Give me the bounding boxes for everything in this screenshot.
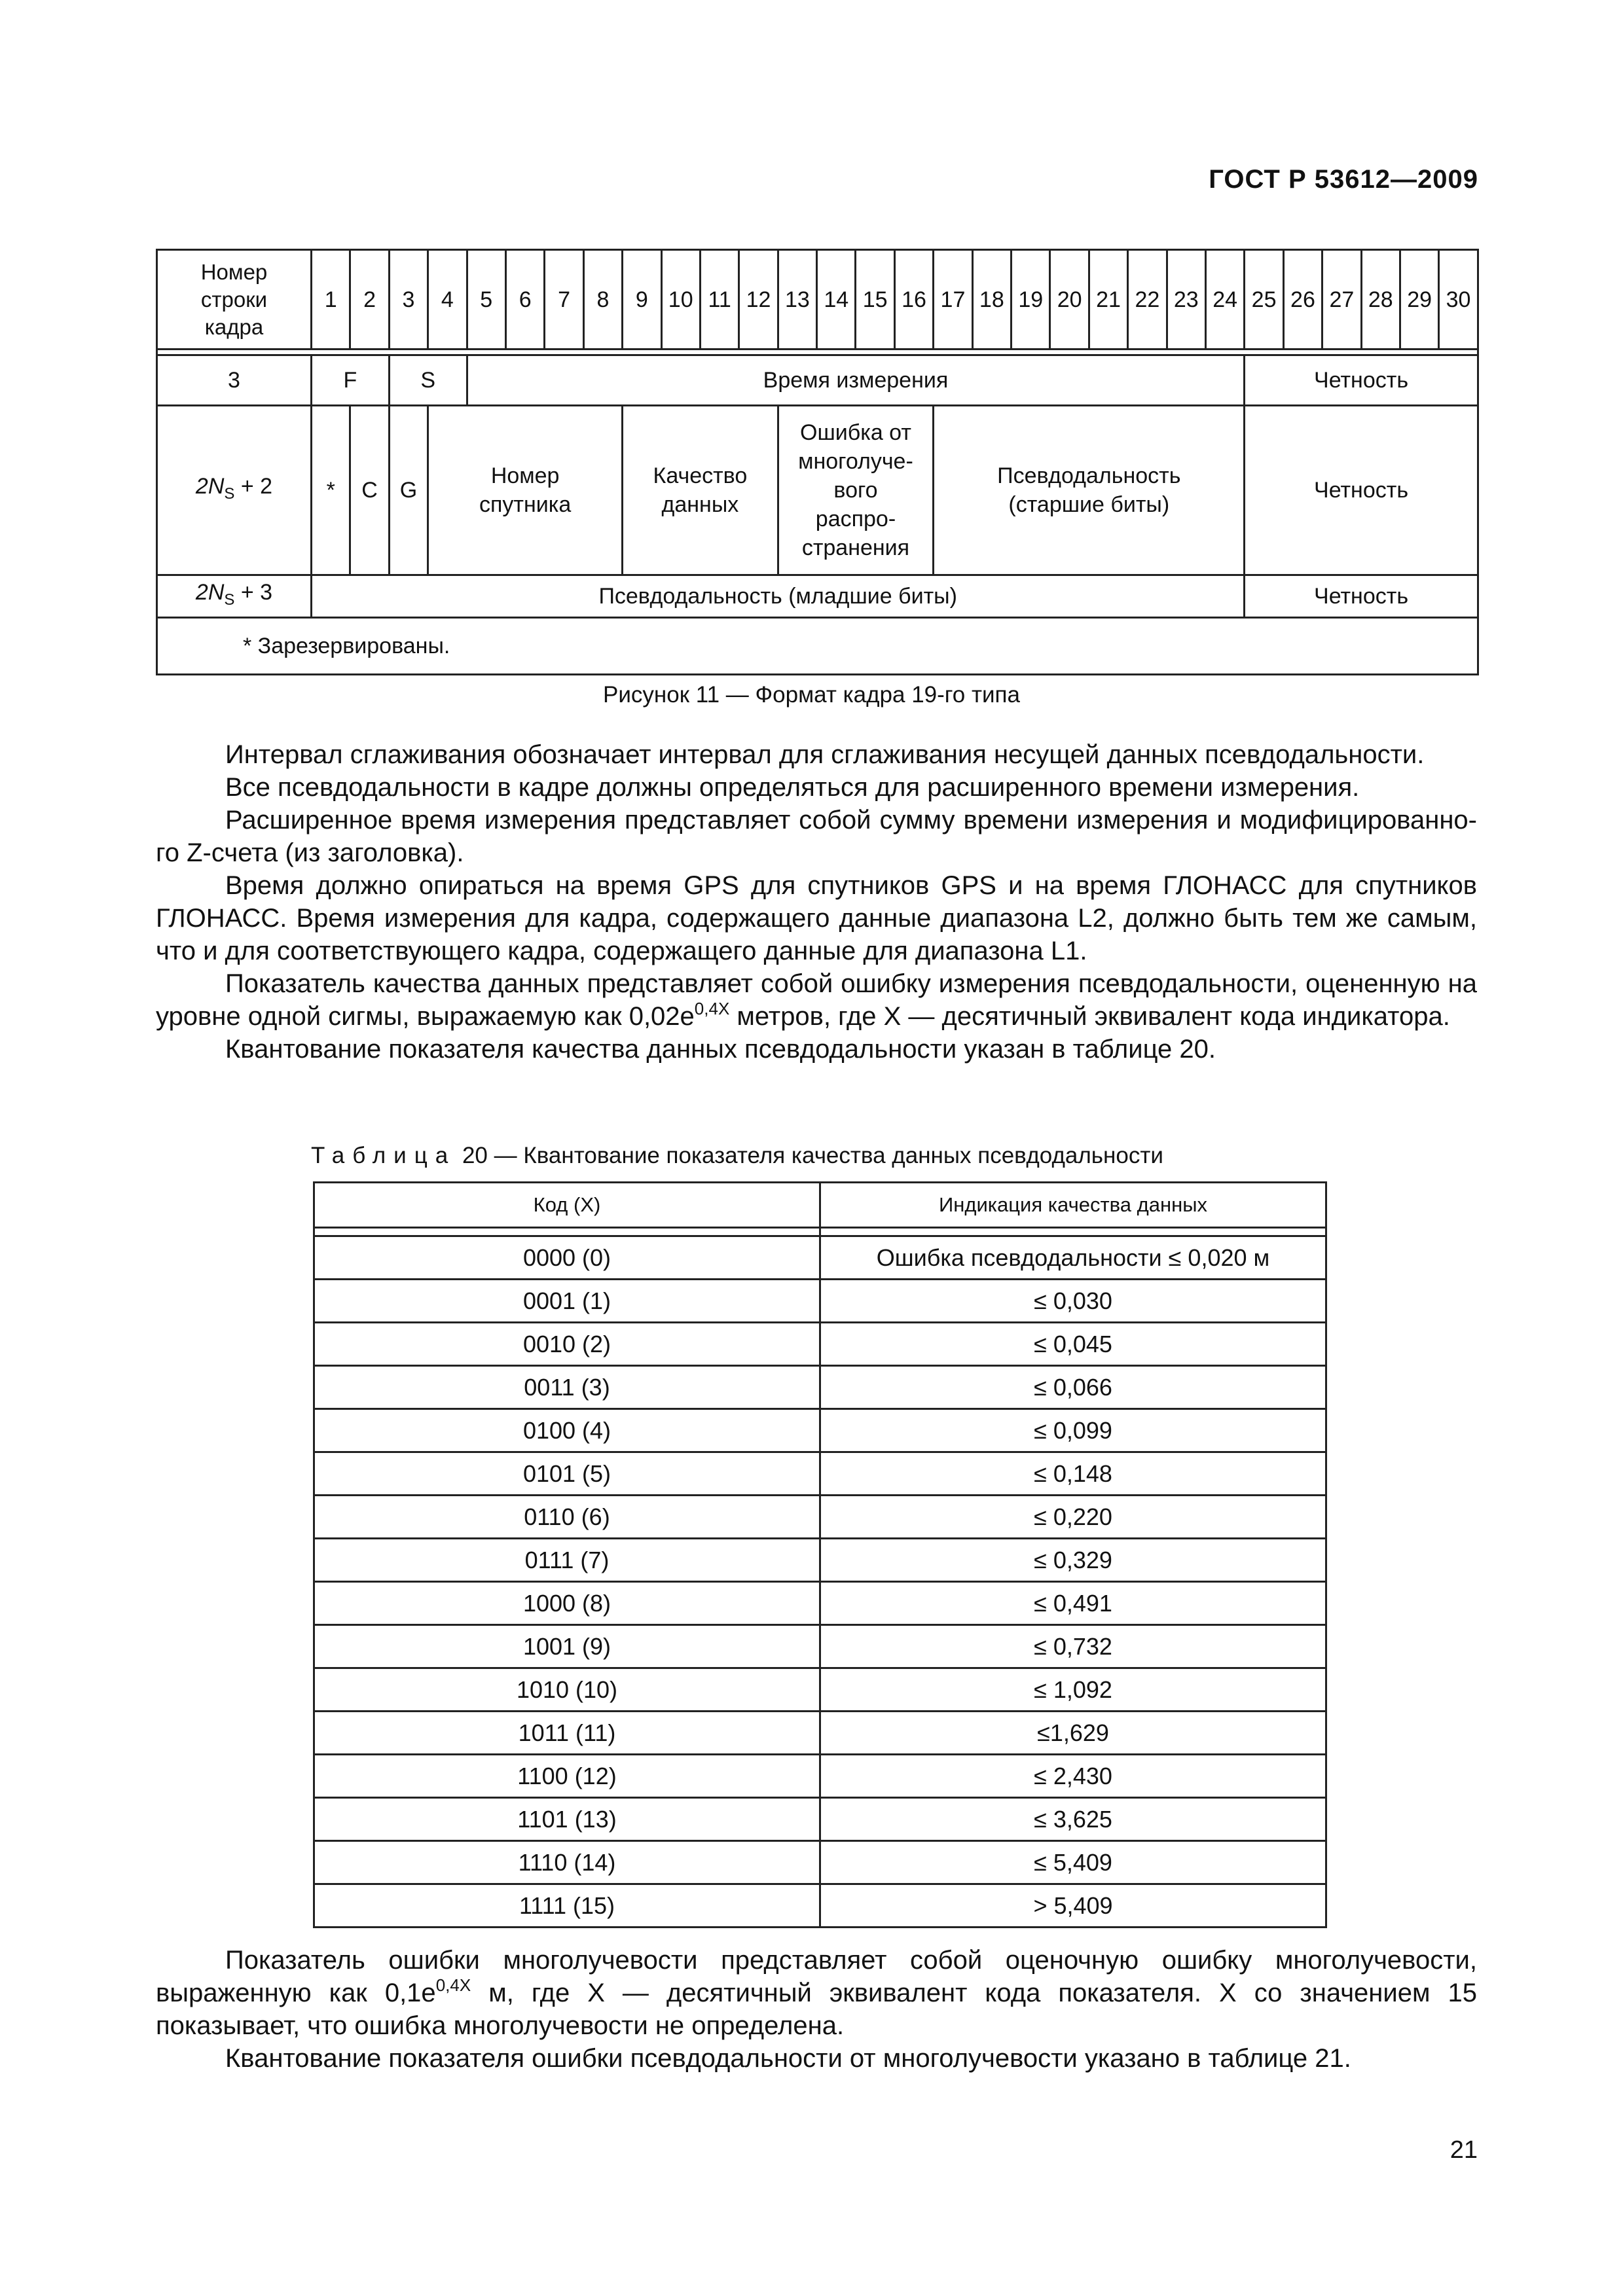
frame-row-2ns-plus-3 — [157, 575, 1478, 618]
table-row: 1100 (12) ≤ 2,430 — [314, 1755, 1326, 1798]
bit-number: 30 — [1439, 250, 1478, 350]
table-row: 1110 (14) ≤ 5,409 — [314, 1841, 1326, 1884]
field-reserved: * — [312, 406, 350, 575]
bit-number: 25 — [1245, 250, 1283, 350]
quality-quantization-table — [313, 1181, 1327, 1928]
bit-number: 8 — [583, 250, 622, 350]
bit-number: 10 — [661, 250, 700, 350]
bit-number: 3 — [389, 250, 428, 350]
page-number: 21 — [1450, 2136, 1478, 2164]
bit-number: 27 — [1322, 250, 1361, 350]
bit-number: 15 — [856, 250, 894, 350]
field-satellite-number: Номер спутника — [428, 406, 623, 575]
header-separator — [157, 350, 1478, 355]
table-row: 1101 (13) ≤ 3,625 — [314, 1798, 1326, 1841]
paragraph: Квантование показателя ошибки псевдодальности от многолучевости указано в таблице 21. — [225, 2044, 1351, 2073]
field-data-quality: Качество данных — [623, 406, 778, 575]
table-row: 0001 (1) ≤ 0,030 — [314, 1280, 1326, 1323]
frame-row-2ns-plus-2 — [157, 406, 1478, 575]
field-g: G — [389, 406, 428, 575]
bit-number: 13 — [778, 250, 816, 350]
bit-number: 4 — [428, 250, 467, 350]
header-separator — [314, 1228, 1326, 1236]
row-label: $2N_S + 2$ — [157, 406, 312, 575]
body-text-2 — [156, 1944, 1477, 2075]
table-row: 0111 (7) ≤ 0,329 — [314, 1539, 1326, 1582]
bit-number: 11 — [700, 250, 739, 350]
field-pseudorange-lsb: Псевдодальность (младшие биты) — [312, 575, 1245, 618]
bit-number: 9 — [623, 250, 661, 350]
table-row: 0011 (3) ≤ 0,066 — [314, 1366, 1326, 1409]
table-row: 0101 (5) ≤ 0,148 — [314, 1452, 1326, 1496]
row-label: $2N_S + 3$ — [157, 575, 312, 618]
bit-number: 6 — [505, 250, 544, 350]
table-row: 1011 (11) ≤1,629 — [314, 1712, 1326, 1755]
paragraph: Показатель качества данных представляет собой ошибку измерения псевдодальности, оцененную на уровне одной сигмы, выражаемую как $0,02e^{0,4X}$ метров, где X — десятичный эквивалент кода индикатора. — [156, 969, 1477, 1031]
figure-note-row — [157, 618, 1478, 675]
bit-number: 23 — [1167, 250, 1205, 350]
field-pseudorange-msb: Псевдодальность (старшие биты) — [934, 406, 1245, 575]
table-row: 1111 (15) > 5,409 — [314, 1884, 1326, 1928]
document-standard-number: ГОСТ Р 53612—2009 — [1209, 165, 1478, 194]
paragraph: Время должно опираться на время GPS для спутников GPS и на время ГЛОНАСС для спутников ГЛОНАСС. Время измерения для кадра, содержащего данные диапазона L2, должно быть тем же самым, что и для соответствующего кадра, содержащего данные для диапазона L1. — [156, 871, 1477, 965]
field-f: F — [312, 355, 390, 406]
bit-number: 20 — [1050, 250, 1089, 350]
column-header-indication: Индикация качества данных — [820, 1183, 1326, 1228]
table-caption: Таблица 20 — Квантование показателя качества данных псевдодальности — [311, 1143, 1163, 1168]
column-header-code: Код (X) — [314, 1183, 820, 1228]
table-row: 1001 (9) ≤ 0,732 — [314, 1625, 1326, 1668]
table-row: 0100 (4) ≤ 0,099 — [314, 1409, 1326, 1452]
bit-number: 2 — [350, 250, 389, 350]
field-multipath-error: Ошибка от многолуче- вого распро- странения — [778, 406, 934, 575]
bit-number: 16 — [894, 250, 933, 350]
bit-number: 17 — [934, 250, 972, 350]
bit-number: 12 — [739, 250, 778, 350]
paragraph: Показатель ошибки многолучевости представляет собой оценочную ошибку многолучевости, выраженную как $0,1e^{0,4X}$ м, где X — десятичный эквивалент кода показателя. X со значением 15 показывает, что ошибка многолучевости не определена. — [156, 1946, 1477, 2040]
field-parity: Четность — [1245, 355, 1478, 406]
body-text-1 — [156, 738, 1477, 1066]
row-label: 3 — [157, 355, 312, 406]
table-row: 0010 (2) ≤ 0,045 — [314, 1323, 1326, 1366]
bit-number: 29 — [1400, 250, 1438, 350]
bit-number: 24 — [1205, 250, 1244, 350]
bit-number: 19 — [1012, 250, 1050, 350]
bit-number: 28 — [1361, 250, 1400, 350]
bit-number: 7 — [545, 250, 583, 350]
paragraph: Интервал сглаживания обозначает интервал для сглаживания несущей данных псевдодальности. — [225, 740, 1425, 769]
bit-number: 5 — [467, 250, 505, 350]
table-row: 1010 (10) ≤ 1,092 — [314, 1668, 1326, 1712]
bit-number: 1 — [312, 250, 350, 350]
frame-row-3 — [157, 355, 1478, 406]
table-header-row — [314, 1183, 1326, 1228]
table-row: 0000 (0) Ошибка псевдодальности ≤ 0,020 м — [314, 1236, 1326, 1280]
bit-number: 26 — [1283, 250, 1322, 350]
field-parity: Четность — [1245, 575, 1478, 618]
field-c: C — [350, 406, 389, 575]
field-measurement-time: Время измерения — [467, 355, 1245, 406]
field-s: S — [389, 355, 467, 406]
paragraph: Все псевдодальности в кадре должны определяться для расширенного времени измерения. — [225, 773, 1360, 802]
field-parity: Четность — [1245, 406, 1478, 575]
paragraph: Расширенное время измерения представляет собой сумму времени измерения и модифицированно-го Z-счета (из заголовка). — [156, 806, 1477, 867]
frame-header-row — [157, 250, 1478, 350]
bit-number: 18 — [972, 250, 1011, 350]
row-number-header: Номер строки кадра — [157, 250, 312, 350]
bit-number: 14 — [817, 250, 856, 350]
bit-number: 22 — [1128, 250, 1167, 350]
figure-caption: Рисунок 11 — Формат кадра 19-го типа — [603, 682, 1020, 708]
bit-number: 21 — [1089, 250, 1127, 350]
frame-format-figure — [156, 249, 1479, 675]
table-row: 0110 (6) ≤ 0,220 — [314, 1496, 1326, 1539]
reserved-note: * Зарезервированы. — [157, 618, 1478, 675]
paragraph: Квантование показателя качества данных псевдодальности указан в таблице 20. — [225, 1035, 1216, 1064]
table-row: 1000 (8) ≤ 0,491 — [314, 1582, 1326, 1625]
